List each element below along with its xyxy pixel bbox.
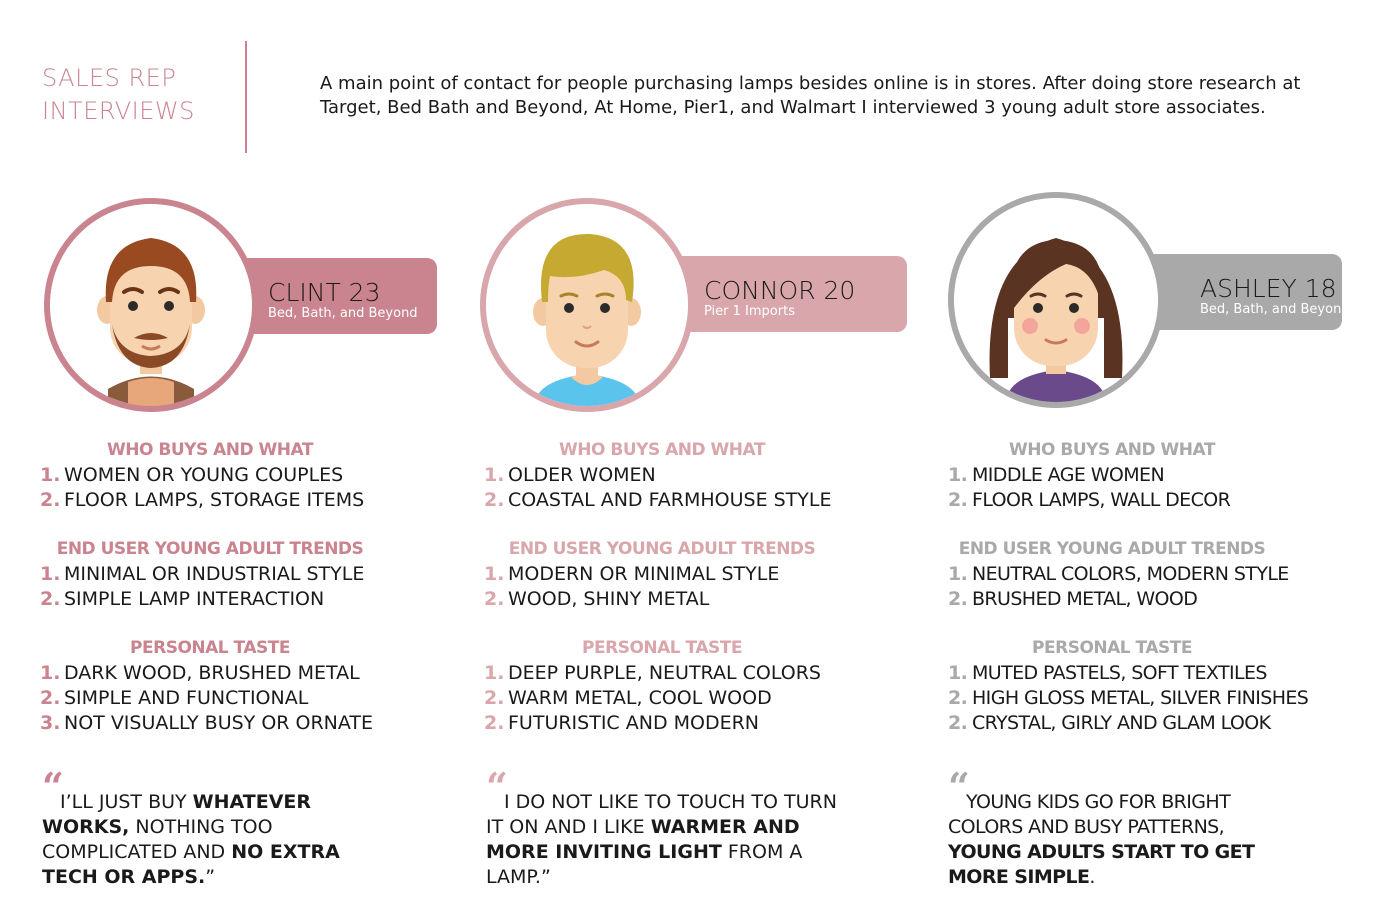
list-text: SIMPLE AND FUNCTIONAL: [64, 687, 309, 709]
list-text: FLOOR LAMPS, STORAGE ITEMS: [64, 489, 365, 511]
page-title-line2: INTERVIEWS: [42, 97, 195, 125]
personal-taste-title: PERSONAL TASTE: [582, 638, 742, 658]
list-number: 2.: [948, 489, 968, 511]
list-text: FUTURISTIC AND MODERN: [508, 712, 760, 734]
personal-taste-list: [948, 661, 1308, 736]
trends-list: [948, 562, 1289, 612]
list-item: [948, 661, 1308, 686]
list-number: 1.: [484, 563, 505, 585]
list-item: [40, 562, 364, 587]
interviewee-name: ASHLEY 18: [1200, 274, 1337, 303]
list-item: [40, 711, 373, 736]
quote-text: I’LL JUST BUY: [60, 791, 193, 813]
list-text: OLDER WOMEN: [508, 464, 656, 486]
interview-quote: [486, 790, 846, 890]
interviewee-name: CLINT 23: [268, 278, 381, 307]
list-item: [948, 587, 1289, 612]
page-title-line1: SALES REP: [42, 64, 177, 92]
who-buys-title: WHO BUYS AND WHAT: [559, 440, 765, 460]
quote-emphasis: YOUNG ADULTS START TO GET MORE SIMPLE: [948, 841, 1255, 888]
interviewee-store: Pier 1 Imports: [704, 304, 795, 319]
quote-text: NOTHING TOO COMPLICATED AND: [42, 816, 273, 863]
trends-list: [40, 562, 364, 612]
page-title: [42, 62, 232, 128]
list-number: 2.: [948, 588, 968, 610]
quote-text: ”: [205, 866, 216, 888]
who-buys-list: [948, 463, 1230, 513]
list-text: MUTED PASTELS, SOFT TEXTILES: [972, 662, 1267, 684]
quote-mark-icon: “: [486, 764, 508, 809]
quote-text: YOUNG KIDS GO FOR BRIGHT COLORS AND BUSY PATTERNS,: [948, 791, 1231, 838]
list-number: 2.: [948, 712, 968, 734]
personal-taste-title: PERSONAL TASTE: [1032, 638, 1192, 658]
quote-text: I DO NOT LIKE TO TOUCH TO TURN IT ON AND I LIKE: [486, 791, 837, 838]
list-item: [484, 711, 821, 736]
list-item: [40, 661, 373, 686]
quote-mark-icon: “: [42, 764, 64, 809]
quote-emphasis: WHATEVER WORKS,: [42, 791, 312, 838]
list-text: BRUSHED METAL, WOOD: [972, 588, 1198, 610]
list-number: 2.: [948, 687, 968, 709]
list-text: MINIMAL OR INDUSTRIAL STYLE: [64, 563, 365, 585]
list-item: [484, 488, 831, 513]
young-woman-icon: [948, 192, 1164, 408]
list-item: [40, 587, 364, 612]
quote-emphasis: WARMER AND MORE INVITING LIGHT: [486, 816, 800, 863]
list-number: 2.: [40, 489, 61, 511]
list-number: 1.: [948, 464, 968, 486]
list-number: 1.: [40, 662, 61, 684]
trends-title: END USER YOUNG ADULT TRENDS: [56, 539, 364, 559]
list-text: COASTAL AND FARMHOUSE STYLE: [508, 489, 832, 511]
list-item: [484, 562, 779, 587]
list-text: MIDDLE AGE WOMEN: [972, 464, 1165, 486]
list-number: 1.: [40, 464, 61, 486]
list-item: [948, 686, 1308, 711]
list-text: FLOOR LAMPS, WALL DECOR: [972, 489, 1231, 511]
interviewee-store: Bed, Bath, and Beyond: [268, 306, 418, 321]
who-buys-title: WHO BUYS AND WHAT: [1009, 440, 1215, 460]
list-item: [948, 711, 1308, 736]
trends-title: END USER YOUNG ADULT TRENDS: [508, 539, 816, 559]
list-number: 3.: [40, 712, 61, 734]
man-with-beard-icon: [44, 198, 258, 412]
personal-taste-list: [40, 661, 373, 736]
trends-title: END USER YOUNG ADULT TRENDS: [958, 539, 1266, 559]
quote-text: FROM A LAMP.”: [486, 841, 803, 888]
list-text: CRYSTAL, GIRLY AND GLAM LOOK: [972, 712, 1271, 734]
list-text: SIMPLE LAMP INTERACTION: [64, 588, 325, 610]
list-number: 2.: [484, 489, 505, 511]
personal-taste-title: PERSONAL TASTE: [130, 638, 290, 658]
list-item: [484, 661, 821, 686]
list-text: MODERN OR MINIMAL STYLE: [508, 563, 780, 585]
list-number: 2.: [484, 687, 505, 709]
interviewee-card-clint: [0, 180, 440, 900]
list-text: NEUTRAL COLORS, MODERN STYLE: [972, 563, 1289, 585]
list-number: 1.: [484, 662, 505, 684]
list-text: WARM METAL, COOL WOOD: [508, 687, 772, 709]
interview-quote: [42, 790, 402, 890]
trends-list: [484, 562, 779, 612]
list-number: 2.: [40, 588, 61, 610]
list-number: 1.: [484, 464, 505, 486]
intro-paragraph: A main point of contact for people purchasing lamps besides online is in stores. After doing store research at Target, Bed Bath and Beyond, At Home, Pier1, and Walmart I interviewed 3 young adult store associates.: [320, 73, 1301, 118]
list-item: [948, 562, 1289, 587]
young-man-icon: [480, 198, 694, 412]
list-item: [484, 686, 821, 711]
list-number: 2.: [40, 687, 61, 709]
list-number: 1.: [948, 563, 968, 585]
list-item: [948, 488, 1230, 513]
list-item: [948, 463, 1230, 488]
interview-quote: [948, 790, 1298, 890]
list-item: [40, 463, 364, 488]
list-text: NOT VISUALLY BUSY OR ORNATE: [64, 712, 374, 734]
list-text: WOOD, SHINY METAL: [508, 588, 710, 610]
list-item: [40, 488, 364, 513]
interviewee-name: CONNOR 20: [704, 276, 856, 305]
list-text: HIGH GLOSS METAL, SILVER FINISHES: [972, 687, 1309, 709]
interviewee-store: Bed, Bath, and Beyond: [1200, 302, 1350, 317]
header-divider: [245, 41, 247, 153]
list-text: WOMEN OR YOUNG COUPLES: [64, 464, 344, 486]
who-buys-list: [484, 463, 831, 513]
list-text: DEEP PURPLE, NEUTRAL COLORS: [508, 662, 821, 684]
who-buys-list: [40, 463, 364, 513]
quote-emphasis: NO EXTRA TECH OR APPS.: [42, 841, 340, 888]
interviewee-card-ashley: [910, 180, 1350, 900]
who-buys-title: WHO BUYS AND WHAT: [107, 440, 313, 460]
interviewee-card-connor: [440, 180, 880, 900]
list-item: [484, 587, 779, 612]
quote-text: .: [1089, 866, 1095, 888]
list-item: [40, 686, 373, 711]
list-number: 2.: [484, 588, 505, 610]
list-number: 1.: [40, 563, 61, 585]
list-text: DARK WOOD, BRUSHED METAL: [64, 662, 360, 684]
list-item: [484, 463, 831, 488]
quote-mark-icon: “: [948, 764, 970, 809]
list-number: 2.: [484, 712, 505, 734]
list-number: 1.: [948, 662, 968, 684]
personal-taste-list: [484, 661, 821, 736]
